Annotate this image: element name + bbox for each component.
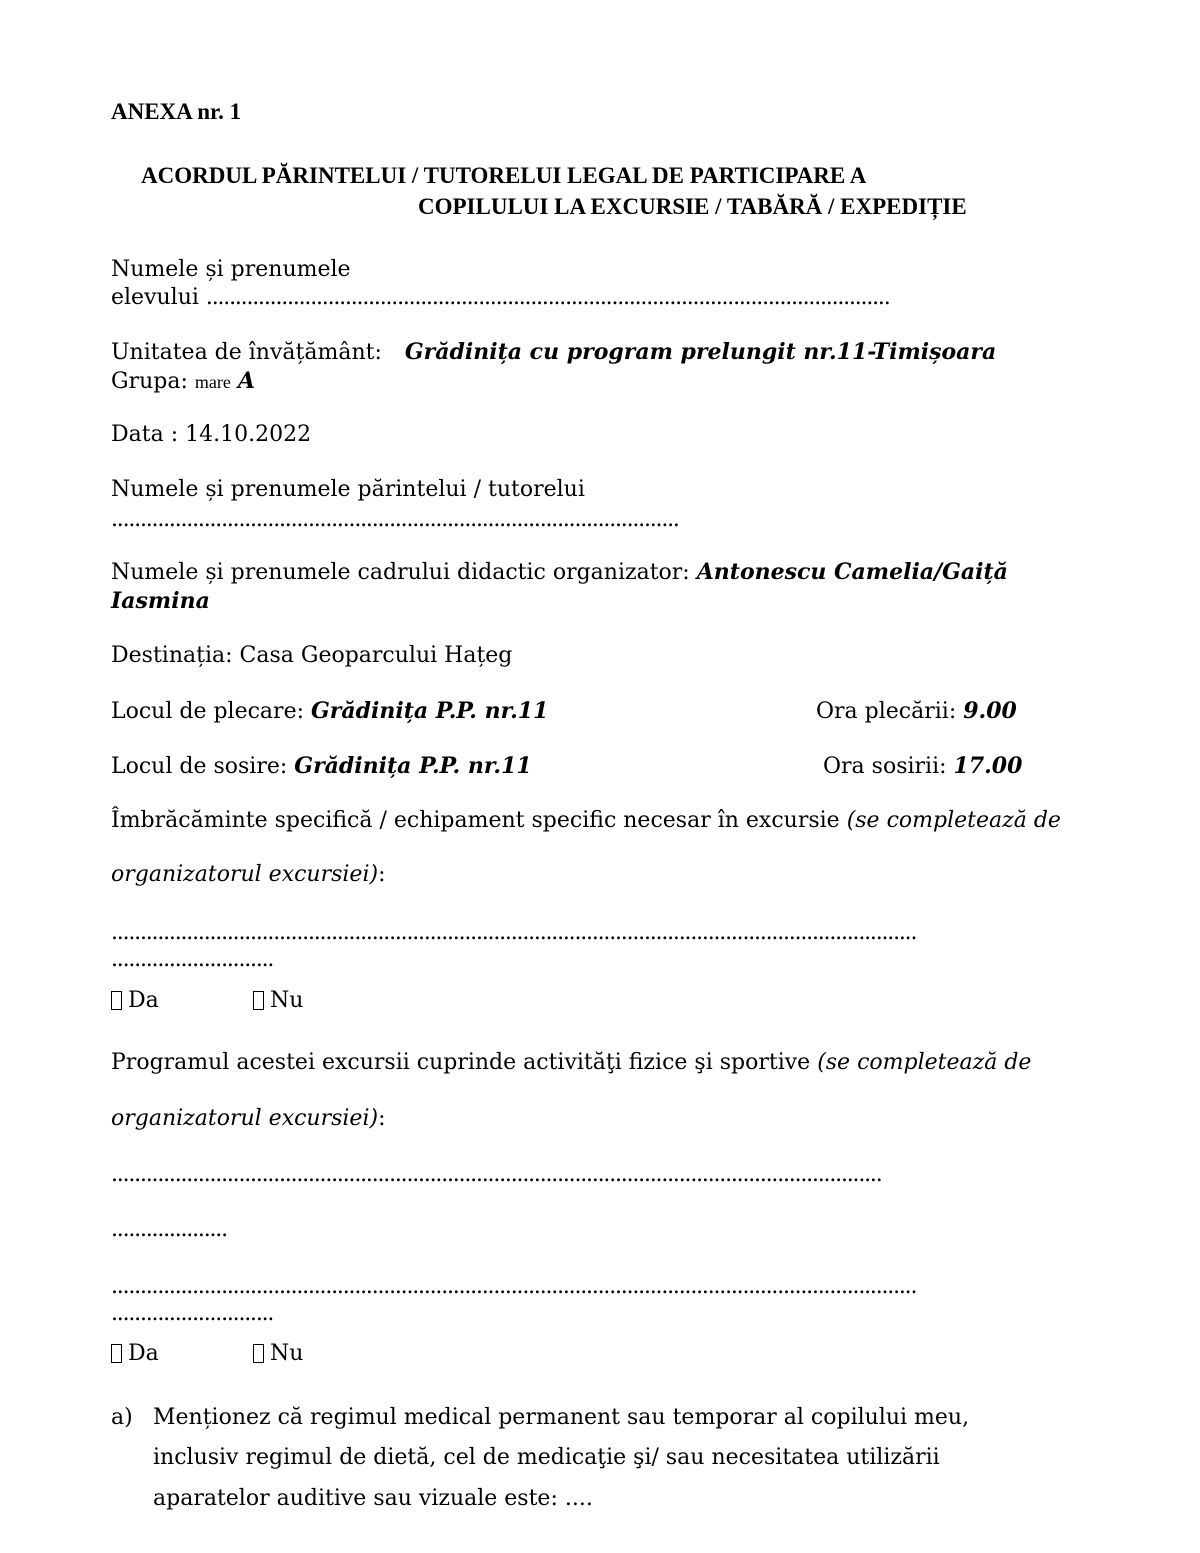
equipment-option-no[interactable] <box>253 987 303 1015</box>
equipment-text <box>111 807 1061 835</box>
activities-answer-line4[interactable]: ............................ <box>111 1301 274 1326</box>
group-row <box>111 367 255 396</box>
school-row <box>111 338 996 367</box>
equipment-no-label: Nu <box>270 988 304 1013</box>
date-row <box>111 421 311 449</box>
departure-time-label: Ora plecării: <box>816 699 957 724</box>
activities-note: (se completează de <box>817 1050 1032 1075</box>
activities-note-cont: organizatorul excursiei) <box>111 1106 379 1131</box>
student-name-label: Numele și prenumele <box>111 257 351 282</box>
equipment-colon: : <box>378 862 386 887</box>
equipment-text-cont <box>111 861 386 889</box>
document-title-line1: ACORDUL PĂRINTELUI / TUTORELUI LEGAL DE PARTICIPARE A <box>141 163 867 188</box>
student-name-label-cont: elevului <box>111 285 199 310</box>
arrival-time <box>823 752 1022 781</box>
equipment-answer-line2[interactable]: ............................ <box>111 947 274 972</box>
activities-no-label: Nu <box>270 1341 304 1366</box>
annex-label: ANEXA nr. 1 <box>111 99 242 124</box>
arrival-place <box>111 752 532 781</box>
statement-a-line2: inclusiv regimul de dietă, cel de medicaţie şi/ sau necesitatea utilizării <box>153 1445 940 1470</box>
group-label: Grupa: <box>111 369 188 394</box>
arrival-time-value: 17.00 <box>953 753 1023 779</box>
activities-text <box>111 1049 1031 1077</box>
activities-label: Programul acestei excursii cuprinde activităţi fizice şi sportive <box>111 1050 811 1075</box>
group-value-letter: A <box>237 368 255 394</box>
activities-option-yes[interactable] <box>111 1340 159 1368</box>
student-name-placeholder: ...................................................................................................................... <box>205 285 890 310</box>
checkbox-icon[interactable] <box>253 1344 264 1363</box>
activities-answer-line3[interactable]: ........................................................................................................................................... <box>111 1274 917 1299</box>
departure-time <box>816 697 1017 726</box>
activities-text-cont <box>111 1105 386 1133</box>
equipment-note-cont: organizatorul excursiei) <box>111 862 379 887</box>
equipment-label: Îmbrăcăminte specifică / echipament specific necesar în excursie <box>111 808 840 833</box>
organizer-label: Numele și prenumele cadrului didactic organizator: <box>111 560 690 585</box>
departure-place-value: Grădinița P.P. nr.11 <box>311 698 549 724</box>
school-label: Unitatea de învățământ: <box>111 340 382 365</box>
activities-answer-line2[interactable]: .................... <box>111 1217 227 1242</box>
destination-label: Destinația: <box>111 643 233 668</box>
arrival-place-value: Grădinița P.P. nr.11 <box>294 753 532 779</box>
school-value: Grădinița cu program prelungit nr.11-Timișoara <box>404 339 997 365</box>
organizer-value-cont: Iasmina <box>111 588 210 614</box>
date-value: 14.10.2022 <box>185 422 312 447</box>
activities-yes-label: Da <box>128 1341 159 1366</box>
statement-a-marker: a) <box>111 1405 133 1430</box>
equipment-note: (se completează de <box>846 808 1061 833</box>
date-label: Data : <box>111 422 179 447</box>
student-name-field[interactable] <box>111 284 890 312</box>
equipment-yes-label: Da <box>128 988 159 1013</box>
parent-name-label: Numele și prenumele părintelui / tutorelui <box>111 477 585 502</box>
organizer-row <box>111 558 1008 587</box>
parent-name-field[interactable]: .................................................................................................. <box>111 507 679 532</box>
activities-answer-line1[interactable]: ..................................................................................................................................... <box>111 1162 882 1187</box>
checkbox-icon[interactable] <box>111 1344 122 1363</box>
group-value-small: mare <box>194 372 231 392</box>
checkbox-icon[interactable] <box>253 991 264 1010</box>
document-title-line2: COPILULUI LA EXCURSIE / TABĂRĂ / EXPEDIȚIE <box>418 194 967 219</box>
activities-colon: : <box>378 1106 386 1131</box>
departure-time-value: 9.00 <box>963 698 1017 724</box>
arrival-time-label: Ora sosirii: <box>823 754 947 779</box>
arrival-place-label: Locul de sosire: <box>111 754 288 779</box>
equipment-option-yes[interactable] <box>111 987 159 1015</box>
departure-place-label: Locul de plecare: <box>111 699 304 724</box>
destination-row <box>111 642 512 670</box>
departure-place <box>111 697 548 726</box>
statement-a-line1: Menționez că regimul medical permanent sau temporar al copilului meu, <box>153 1405 970 1430</box>
statement-a-line3: aparatelor auditive sau vizuale este: .... <box>153 1486 593 1511</box>
destination-value: Casa Geoparcului Hațeg <box>239 643 513 668</box>
activities-option-no[interactable] <box>253 1340 303 1368</box>
checkbox-icon[interactable] <box>111 991 122 1010</box>
equipment-answer-line1[interactable]: ........................................................................................................................................... <box>111 920 917 945</box>
organizer-value: Antonescu Camelia/Gaiță <box>696 559 1008 585</box>
